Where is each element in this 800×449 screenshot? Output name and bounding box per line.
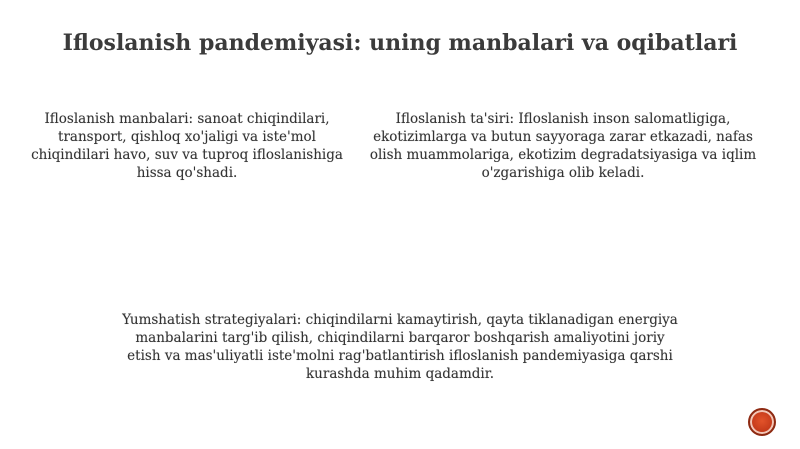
mitigation-strategies-text: Yumshatish strategiyalari: chiqindilarni kamaytirish, qayta tiklanadigan energiya manbalarini targ'ib qilish, chiqindilarni barqaror boshqarish amaliyotini joriy etish va mas'uliyatli iste'molni rag'batlantirish ifloslanish pandemiyasiga qarshi kurashda muhim qadamdir. [122, 312, 678, 382]
pollution-sources-text: Ifloslanish manbalari: sanoat chiqindilari, transport, qishloq xo'jaligi va iste'mol chiqindilari havo, suv va tuproq ifloslanishiga hissa qo'shadi. [31, 111, 343, 181]
pollution-impact-text: Ifloslanish ta'siri: Ifloslanish inson salomatligiga, ekotizimlarga va butun sayyoraga zarar etkazadi, nafas olish muammolariga, ekotizim degradatsiyasiga va iqlim o'zgarishiga olib keladi. [369, 111, 757, 181]
slide-nav-button[interactable] [748, 408, 776, 436]
slide-title: Ifloslanish pandemiyasi: uning manbalari va oqibatlari [62, 30, 738, 56]
